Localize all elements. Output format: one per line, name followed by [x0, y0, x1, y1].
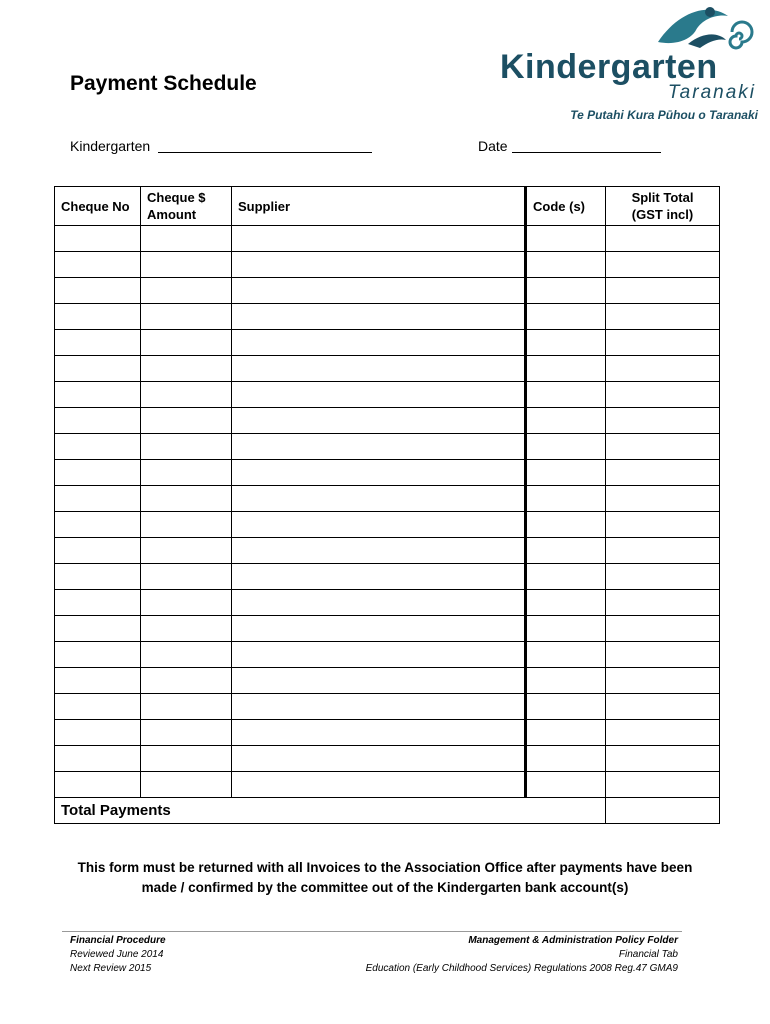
table-row	[55, 642, 720, 668]
supplier-cell[interactable]	[232, 486, 526, 512]
footer-divider	[62, 931, 682, 932]
cheque-amount-cell[interactable]	[141, 460, 232, 486]
cheque-amount-cell[interactable]	[141, 616, 232, 642]
supplier-cell[interactable]	[232, 304, 526, 330]
payment-schedule-table	[54, 186, 720, 824]
table-row	[55, 564, 720, 590]
code-cell[interactable]	[526, 642, 606, 668]
split-total-cell[interactable]	[606, 694, 720, 720]
supplier-cell[interactable]	[232, 330, 526, 356]
split-total-cell[interactable]	[606, 434, 720, 460]
split-total-cell[interactable]	[606, 564, 720, 590]
split-total-cell[interactable]	[606, 538, 720, 564]
cheque-no-cell[interactable]	[55, 408, 141, 434]
cheque-amount-cell[interactable]	[141, 512, 232, 538]
cheque-no-cell[interactable]	[55, 642, 141, 668]
code-cell[interactable]	[526, 226, 606, 252]
kindergarten-field[interactable]	[158, 152, 372, 153]
total-payments-cell[interactable]	[606, 798, 720, 824]
split-total-cell[interactable]	[606, 304, 720, 330]
table-row	[55, 720, 720, 746]
supplier-cell[interactable]	[232, 226, 526, 252]
split-total-cell[interactable]	[606, 746, 720, 772]
code-cell[interactable]	[526, 330, 606, 356]
code-cell[interactable]	[526, 668, 606, 694]
supplier-cell[interactable]	[232, 512, 526, 538]
split-total-cell[interactable]	[606, 590, 720, 616]
cheque-no-cell[interactable]	[55, 356, 141, 382]
code-cell[interactable]	[526, 590, 606, 616]
cheque-amount-cell[interactable]	[141, 720, 232, 746]
code-cell[interactable]	[526, 356, 606, 382]
table-row	[55, 330, 720, 356]
cheque-no-cell[interactable]	[55, 382, 141, 408]
cheque-amount-cell[interactable]	[141, 356, 232, 382]
supplier-cell[interactable]	[232, 408, 526, 434]
cheque-amount-cell[interactable]	[141, 382, 232, 408]
supplier-cell[interactable]	[232, 590, 526, 616]
table-row	[55, 434, 720, 460]
split-total-cell[interactable]	[606, 330, 720, 356]
split-total-cell[interactable]	[606, 616, 720, 642]
cheque-no-cell[interactable]	[55, 616, 141, 642]
cheque-no-cell[interactable]	[55, 772, 141, 798]
table-row	[55, 616, 720, 642]
table-header-row	[55, 187, 720, 226]
table-row	[55, 694, 720, 720]
table-row	[55, 668, 720, 694]
split-total-cell[interactable]	[606, 460, 720, 486]
cheque-no-cell[interactable]	[55, 720, 141, 746]
cheque-amount-cell[interactable]	[141, 486, 232, 512]
cheque-amount-cell[interactable]	[141, 330, 232, 356]
cheque-amount-cell[interactable]	[141, 746, 232, 772]
code-cell[interactable]	[526, 512, 606, 538]
cheque-amount-cell[interactable]	[141, 408, 232, 434]
supplier-cell[interactable]	[232, 434, 526, 460]
total-row	[55, 798, 720, 824]
supplier-cell[interactable]	[232, 252, 526, 278]
cheque-amount-cell[interactable]	[141, 590, 232, 616]
header-cheque-amount: Cheque $ Amount	[141, 187, 232, 226]
cheque-no-cell[interactable]	[55, 304, 141, 330]
table-row	[55, 746, 720, 772]
code-cell[interactable]	[526, 720, 606, 746]
split-total-cell[interactable]	[606, 226, 720, 252]
split-total-cell[interactable]	[606, 772, 720, 798]
cheque-no-cell[interactable]	[55, 434, 141, 460]
code-cell[interactable]	[526, 252, 606, 278]
cheque-amount-cell[interactable]	[141, 278, 232, 304]
split-total-cell[interactable]	[606, 408, 720, 434]
code-cell[interactable]	[526, 616, 606, 642]
cheque-amount-cell[interactable]	[141, 304, 232, 330]
code-cell[interactable]	[526, 434, 606, 460]
table-row	[55, 486, 720, 512]
header-supplier: Supplier	[232, 187, 526, 226]
supplier-cell[interactable]	[232, 356, 526, 382]
cheque-amount-cell[interactable]	[141, 668, 232, 694]
cheque-no-cell[interactable]	[55, 252, 141, 278]
table-row	[55, 278, 720, 304]
cheque-amount-cell[interactable]	[141, 694, 232, 720]
code-cell[interactable]	[526, 538, 606, 564]
supplier-cell[interactable]	[232, 720, 526, 746]
supplier-cell[interactable]	[232, 460, 526, 486]
kindergarten-taranaki-logo: Kindergarten Taranaki Te Putahi Kura Pūhou o Taranaki	[498, 0, 760, 130]
cheque-no-cell[interactable]	[55, 486, 141, 512]
cheque-no-cell[interactable]	[55, 746, 141, 772]
table-row	[55, 460, 720, 486]
cheque-no-cell[interactable]	[55, 564, 141, 590]
table-row	[55, 304, 720, 330]
total-payments-label: Total Payments	[55, 798, 606, 824]
code-cell[interactable]	[526, 772, 606, 798]
split-total-cell[interactable]	[606, 642, 720, 668]
date-field[interactable]	[512, 152, 661, 153]
header-cheque-no: Cheque No	[55, 187, 141, 226]
code-cell[interactable]	[526, 694, 606, 720]
supplier-cell[interactable]	[232, 616, 526, 642]
cheque-amount-cell[interactable]	[141, 538, 232, 564]
supplier-cell[interactable]	[232, 746, 526, 772]
supplier-cell[interactable]	[232, 278, 526, 304]
split-total-cell[interactable]	[606, 278, 720, 304]
table-row	[55, 226, 720, 252]
supplier-cell[interactable]	[232, 538, 526, 564]
split-total-cell[interactable]	[606, 486, 720, 512]
cheque-no-cell[interactable]	[55, 538, 141, 564]
supplier-cell[interactable]	[232, 642, 526, 668]
cheque-amount-cell[interactable]	[141, 226, 232, 252]
cheque-no-cell[interactable]	[55, 460, 141, 486]
table-row	[55, 538, 720, 564]
split-total-cell[interactable]	[606, 382, 720, 408]
footer-left: Financial Procedure Reviewed June 2014 Next Review 2015	[70, 935, 166, 974]
code-cell[interactable]	[526, 382, 606, 408]
date-label: Date	[478, 138, 508, 154]
table-row	[55, 252, 720, 278]
code-cell[interactable]	[526, 460, 606, 486]
cheque-amount-cell[interactable]	[141, 642, 232, 668]
return-instructions: This form must be returned with all Invoices to the Association Office after payments have been made / confirmed by the committee out of the Kindergarten bank account(s)	[77, 860, 693, 895]
cheque-amount-cell[interactable]	[141, 564, 232, 590]
supplier-cell[interactable]	[232, 564, 526, 590]
split-total-cell[interactable]	[606, 720, 720, 746]
split-total-cell[interactable]	[606, 512, 720, 538]
code-cell[interactable]	[526, 408, 606, 434]
split-total-cell[interactable]	[606, 252, 720, 278]
code-cell[interactable]	[526, 278, 606, 304]
cheque-no-cell[interactable]	[55, 226, 141, 252]
table-row	[55, 590, 720, 616]
footer-right: Management & Administration Policy Folder Financial Tab Education (Early Childhood Services) Regulations 2008 Reg.47 GMA9	[365, 935, 678, 974]
supplier-cell[interactable]	[232, 668, 526, 694]
page-title: Payment Schedule	[70, 72, 257, 95]
supplier-cell[interactable]	[232, 382, 526, 408]
table-row	[55, 772, 720, 798]
table-row	[55, 512, 720, 538]
split-total-cell[interactable]	[606, 356, 720, 382]
table-row	[55, 382, 720, 408]
code-cell[interactable]	[526, 304, 606, 330]
table-row	[55, 356, 720, 382]
split-total-cell[interactable]	[606, 668, 720, 694]
supplier-cell[interactable]	[232, 772, 526, 798]
cheque-no-cell[interactable]	[55, 668, 141, 694]
code-cell[interactable]	[526, 486, 606, 512]
code-cell[interactable]	[526, 564, 606, 590]
cheque-no-cell[interactable]	[55, 278, 141, 304]
code-cell[interactable]	[526, 746, 606, 772]
table-row	[55, 408, 720, 434]
kindergarten-label: Kindergarten	[70, 138, 151, 154]
cheque-no-cell[interactable]	[55, 330, 141, 356]
cheque-no-cell[interactable]	[55, 590, 141, 616]
cheque-amount-cell[interactable]	[141, 252, 232, 278]
header-code: Code (s)	[526, 187, 606, 226]
cheque-no-cell[interactable]	[55, 512, 141, 538]
cheque-no-cell[interactable]	[55, 694, 141, 720]
cheque-amount-cell[interactable]	[141, 772, 232, 798]
header-split-total: Split Total (GST incl)	[606, 187, 720, 226]
cheque-amount-cell[interactable]	[141, 434, 232, 460]
supplier-cell[interactable]	[232, 694, 526, 720]
